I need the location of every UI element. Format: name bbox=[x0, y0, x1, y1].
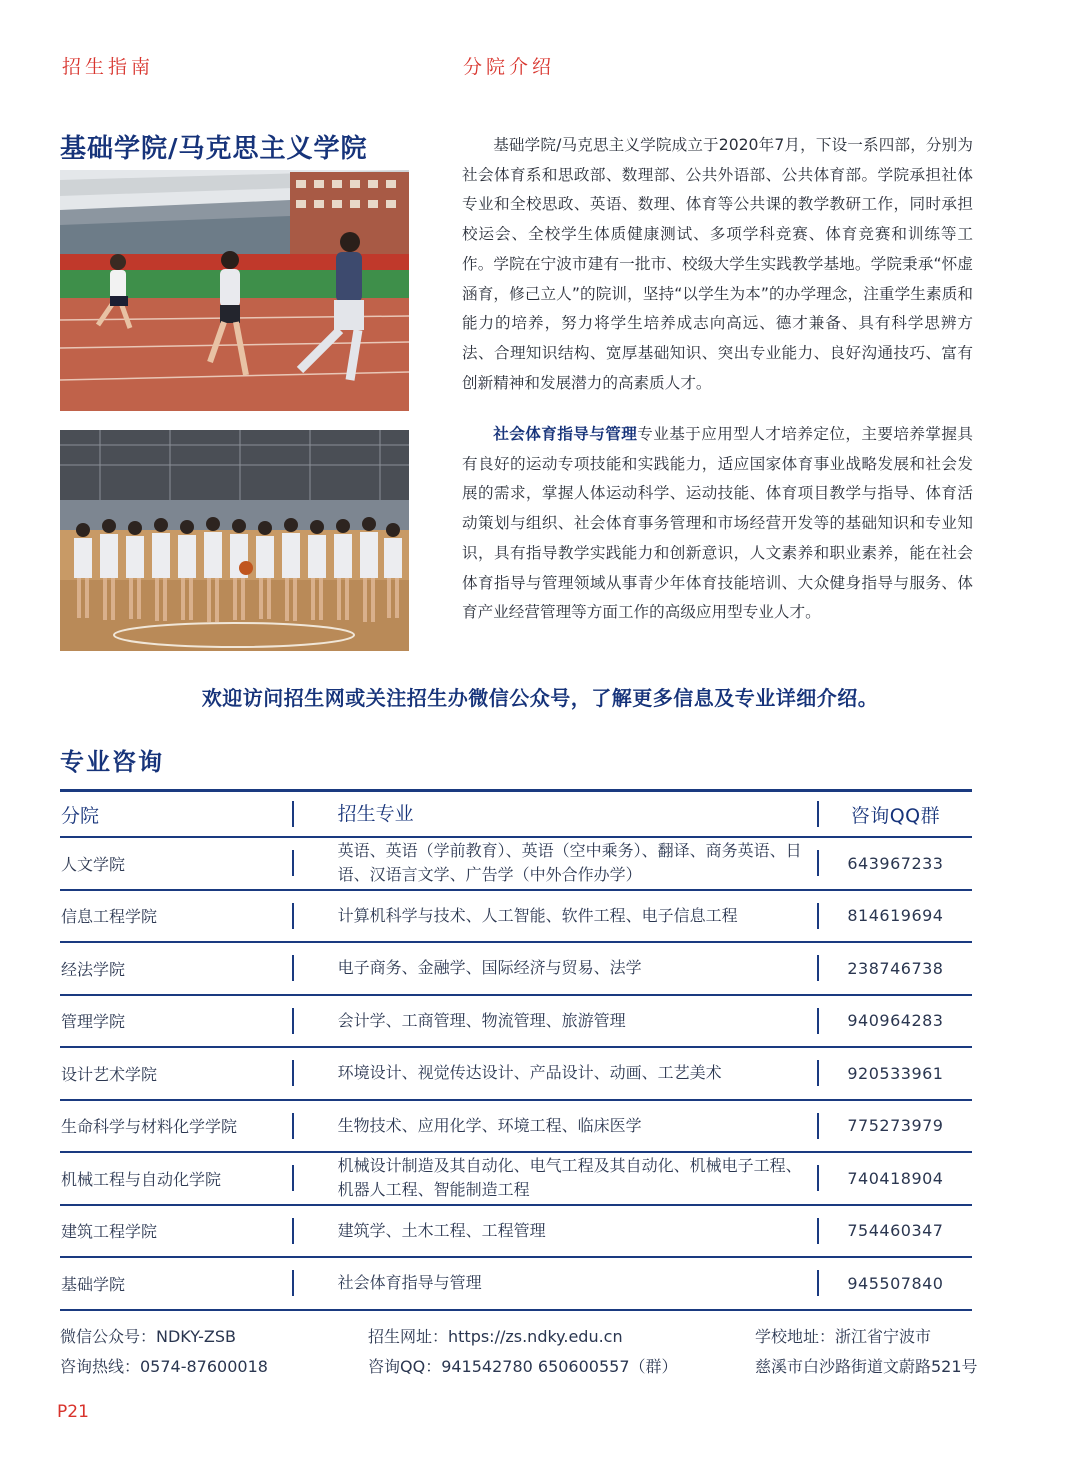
website-link[interactable]: 招生网址：https://zs.ndky.edu.cn bbox=[368, 1327, 623, 1346]
major-list: 机械设计制造及其自动化、电气工程及其自动化、机械电子工程、机器人工程、智能制造工程 bbox=[337, 1156, 802, 1200]
qq-group-number: 945507840 bbox=[847, 1273, 944, 1293]
college-name: 经法学院 bbox=[61, 959, 126, 979]
header-college: 分院 bbox=[61, 804, 100, 827]
major-list: 生物技术、应用化学、环境工程、临床医学 bbox=[337, 1115, 642, 1135]
header-section-label: 分院介绍 bbox=[463, 56, 556, 78]
major-intro-paragraph bbox=[462, 420, 973, 628]
qq-group-number: 238746738 bbox=[847, 958, 944, 978]
table-row bbox=[60, 1101, 972, 1154]
address-line-1: 学校地址：浙江省宁波市 bbox=[755, 1327, 932, 1346]
footer-address bbox=[755, 1322, 978, 1382]
college-name: 生命科学与材料化学学院 bbox=[61, 1117, 238, 1137]
intro-text: 基础学院/马克思主义学院成立于2020年7月，下设一系四部，分别为社会体育系和思政部、数理部、公共外语部、公共体育部。学院承担社体专业和全校思政、英语、数理、体育等公共课的教学教研工作，同时承担校运会、全校学生体质健康测试、多项学科竞赛、体育竞赛和训练等工作。学院在宁波市建有一批市、校级大学生实践教学基地。学院秉承“怀虚涵育，修己立人”的院训，坚持“以学生为本”的办学理念，注重学生素质和能力的培养，努力将学生培养成志向高远、德才兼备、具有科学思辨方法、合理知识结构、宽厚基础知识、突出专业能力、良好沟通技巧、富有创新精神和发展潜力的高素质人才。 bbox=[462, 136, 973, 392]
college-intro-paragraph bbox=[462, 131, 973, 398]
college-name: 基础学院 bbox=[61, 1274, 126, 1294]
major-list: 电子商务、金融学、国际经济与贸易、法学 bbox=[337, 958, 642, 978]
table-row bbox=[60, 1048, 972, 1101]
college-name: 机械工程与自动化学院 bbox=[61, 1169, 222, 1189]
major-list: 社会体育指导与管理 bbox=[337, 1273, 482, 1293]
table-row bbox=[60, 838, 972, 891]
hotline: 咨询热线：0574-87600018 bbox=[60, 1357, 268, 1376]
qq-group-number: 920533961 bbox=[847, 1063, 944, 1083]
table-row bbox=[60, 1206, 972, 1259]
basketball-team-photo bbox=[60, 430, 409, 651]
header-qq: 咨询QQ群 bbox=[850, 804, 941, 827]
major-list: 计算机科学与技术、人工智能、软件工程、电子信息工程 bbox=[337, 905, 738, 925]
track-running-photo bbox=[60, 170, 409, 411]
college-name: 设计艺术学院 bbox=[61, 1064, 158, 1084]
major-name-highlight: 社会体育指导与管理 bbox=[493, 425, 638, 443]
consult-table bbox=[60, 789, 972, 1311]
header-majors: 招生专业 bbox=[337, 803, 414, 825]
major-intro-text bbox=[462, 420, 973, 628]
qq-contact: 咨询QQ：941542780 650600557（群） bbox=[368, 1357, 678, 1376]
qq-group-number: 814619694 bbox=[847, 906, 944, 926]
page-title: 基础学院/马克思主义学院 bbox=[60, 134, 368, 164]
qq-group-number: 740418904 bbox=[847, 1168, 944, 1188]
major-list: 建筑学、土木工程、工程管理 bbox=[337, 1220, 546, 1240]
table-row bbox=[60, 1153, 972, 1206]
consult-section-title: 专业咨询 bbox=[60, 748, 164, 776]
table-row bbox=[60, 943, 972, 996]
qq-group-number: 643967233 bbox=[847, 853, 944, 873]
major-list: 英语、英语（学前教育）、英语（空中乘务）、翻译、商务英语、日语、汉语言文学、广告学（中外合作办学） bbox=[337, 841, 802, 885]
college-name: 管理学院 bbox=[61, 1012, 126, 1032]
footer-contact-middle bbox=[368, 1322, 678, 1382]
header-guide-label: 招生指南 bbox=[62, 56, 155, 78]
footer-contact-left bbox=[60, 1322, 268, 1382]
wechat-account: 微信公众号：NDKY-ZSB bbox=[60, 1327, 236, 1346]
page-number: P21 bbox=[57, 1402, 89, 1422]
college-name: 建筑工程学院 bbox=[61, 1222, 158, 1242]
table-row bbox=[60, 1258, 972, 1311]
major-list: 会计学、工商管理、物流管理、旅游管理 bbox=[337, 1010, 626, 1030]
major-description: 专业基于应用型人才培养定位，主要培养掌握具有良好的运动专项技能和实践能力，适应国家体育事业战略发展和社会发展的需求，掌握人体运动科学、运动技能、体育项目教学与指导、体育活动策划与组织、社会体育事务管理和市场经营开发等的基础知识和专业知识，具有指导教学实践能力和创新意识，人文素养和职业素养，能在社会体育指导与管理领域从事青少年体育技能培训、大众健身指导与服务、体育产业经营管理等方面工作的高级应用型专业人才。 bbox=[462, 425, 973, 622]
address-line-2: 慈溪市白沙路街道文蔚路521号 bbox=[755, 1357, 978, 1376]
major-list: 环境设计、视觉传达设计、产品设计、动画、工艺美术 bbox=[337, 1063, 722, 1083]
qq-group-number: 775273979 bbox=[847, 1116, 944, 1136]
qq-group-number: 754460347 bbox=[847, 1221, 944, 1241]
table-row bbox=[60, 891, 972, 944]
welcome-message: 欢迎访问招生网或关注招生办微信公众号，了解更多信息及专业详细介绍。 bbox=[201, 686, 879, 710]
table-row bbox=[60, 996, 972, 1049]
college-name: 人文学院 bbox=[61, 854, 126, 874]
college-name: 信息工程学院 bbox=[61, 907, 158, 927]
table-header-row bbox=[60, 792, 972, 838]
qq-group-number: 940964283 bbox=[847, 1011, 944, 1031]
